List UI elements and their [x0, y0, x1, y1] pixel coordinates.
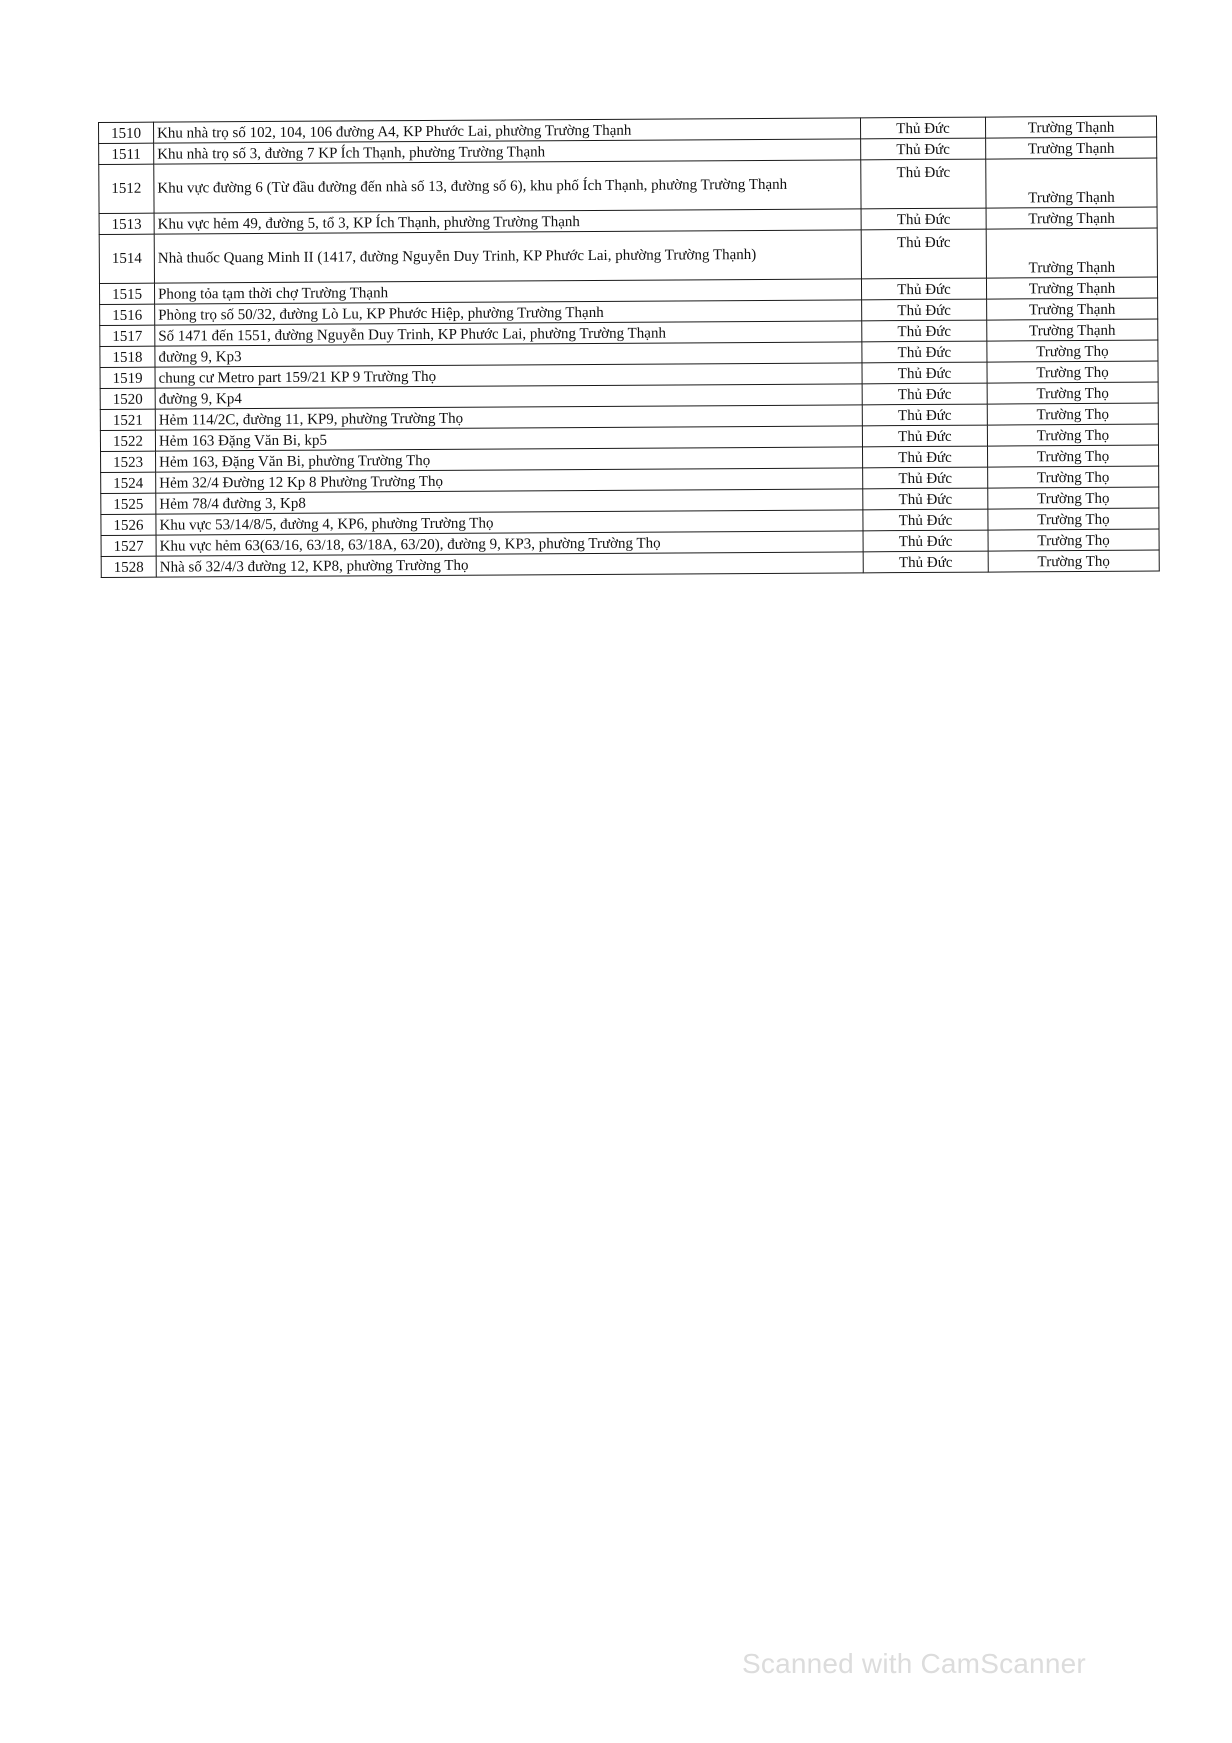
district: Thủ Đức: [861, 138, 986, 160]
row-number: 1524: [101, 472, 156, 493]
location-name: Hẻm 78/4 đường 3, Kp8: [156, 489, 863, 514]
row-number: 1517: [100, 325, 155, 346]
ward: Trường Thọ: [988, 466, 1159, 488]
district: Thủ Đức: [863, 509, 988, 531]
location-name: Khu vực đường 6 (Từ đầu đường đến nhà số 13, đường số 6), khu phố Ích Thạnh, phường Trường Thạnh: [154, 160, 861, 213]
row-number: 1528: [101, 556, 156, 577]
ward: Trường Thạnh: [986, 277, 1157, 299]
location-name: Hẻm 163, Đặng Văn Bi, phường Trường Thọ: [156, 447, 863, 472]
row-number: 1520: [100, 388, 155, 409]
ward: Trường Thọ: [987, 340, 1158, 362]
ward: Trường Thạnh: [986, 158, 1157, 208]
district: Thủ Đức: [862, 383, 987, 405]
location-name: Hẻm 114/2C, đường 11, KP9, phường Trường Thọ: [155, 405, 862, 430]
lockdown-area-table: [98, 116, 1160, 578]
ward: Trường Thọ: [987, 424, 1158, 446]
row-number: 1514: [99, 234, 154, 283]
ward: Trường Thọ: [988, 529, 1159, 551]
district: Thủ Đức: [863, 530, 988, 552]
district: Thủ Đức: [863, 488, 988, 510]
ward: Trường Thạnh: [985, 116, 1156, 138]
district: Thủ Đức: [862, 299, 987, 321]
district: Thủ Đức: [861, 278, 986, 300]
location-name: Khu nhà trọ số 102, 104, 106 đường A4, KP Phước Lai, phường Trường Thạnh: [154, 118, 861, 143]
district: Thủ Đức: [860, 117, 985, 139]
camscanner-watermark: Scanned with CamScanner: [742, 1648, 1086, 1679]
row-number: 1516: [100, 304, 155, 325]
ward: Trường Thọ: [988, 487, 1159, 509]
ward: Trường Thọ: [987, 382, 1158, 404]
location-name: Phòng trọ số 50/32, đường Lò Lu, KP Phước Hiệp, phường Trường Thạnh: [155, 300, 862, 325]
row-number: 1519: [100, 367, 155, 388]
ward: Trường Thạnh: [986, 137, 1157, 159]
row-number: 1512: [99, 164, 154, 213]
ward: Trường Thọ: [988, 508, 1159, 530]
location-name: Hẻm 32/4 Đường 12 Kp 8 Phường Trường Thọ: [156, 468, 863, 493]
row-number: 1518: [100, 346, 155, 367]
location-name: Số 1471 đến 1551, đường Nguyễn Duy Trinh, KP Phước Lai, phường Trường Thạnh: [155, 321, 862, 346]
location-name: Nhà thuốc Quang Minh II (1417, đường Nguyễn Duy Trinh, KP Phước Lai, phường Trường Thạnh): [154, 230, 861, 283]
district: Thủ Đức: [861, 229, 986, 279]
location-name: Nhà số 32/4/3 đường 12, KP8, phường Trường Thọ: [156, 552, 863, 577]
location-name: Hẻm 163 Đặng Văn Bi, kp5: [155, 426, 862, 451]
ward: Trường Thạnh: [986, 207, 1157, 229]
district: Thủ Đức: [861, 208, 986, 230]
district: Thủ Đức: [862, 404, 987, 426]
district: Thủ Đức: [862, 341, 987, 363]
district: Thủ Đức: [861, 159, 986, 209]
location-name: đường 9, Kp4: [155, 384, 862, 409]
row-number: 1522: [100, 430, 155, 451]
row-number: 1526: [101, 514, 156, 535]
row-number: 1523: [101, 451, 156, 472]
ward: Trường Thọ: [987, 403, 1158, 425]
district: Thủ Đức: [862, 362, 987, 384]
location-name: đường 9, Kp3: [155, 342, 862, 367]
table-row: [99, 158, 1157, 213]
row-number: 1515: [99, 283, 154, 304]
location-name: Khu nhà trọ số 3, đường 7 KP Ích Thạnh, phường Trường Thạnh: [154, 139, 861, 164]
table-row: [99, 228, 1157, 283]
row-number: 1521: [100, 409, 155, 430]
row-number: 1510: [99, 122, 154, 143]
row-number: 1513: [99, 213, 154, 234]
row-number: 1511: [99, 143, 154, 164]
ward: Trường Thọ: [987, 445, 1158, 467]
district: Thủ Đức: [862, 425, 987, 447]
district: Thủ Đức: [863, 467, 988, 489]
row-number: 1527: [101, 535, 156, 556]
ward: Trường Thọ: [987, 361, 1158, 383]
ward: Trường Thạnh: [987, 319, 1158, 341]
location-name: Khu vực 53/14/8/5, đường 4, KP6, phường Trường Thọ: [156, 510, 863, 535]
ward: Trường Thạnh: [987, 298, 1158, 320]
row-number: 1525: [101, 493, 156, 514]
ward: Trường Thạnh: [986, 228, 1157, 278]
location-name: Khu vực hẻm 63(63/16, 63/18, 63/18A, 63/20), đường 9, KP3, phường Trường Thọ: [156, 531, 863, 556]
district: Thủ Đức: [862, 446, 987, 468]
district: Thủ Đức: [863, 551, 988, 573]
location-name: Khu vực hẻm 49, đường 5, tổ 3, KP Ích Thạnh, phường Trường Thạnh: [154, 209, 861, 234]
ward: Trường Thọ: [988, 550, 1159, 572]
location-name: Phong tỏa tạm thời chợ Trường Thạnh: [154, 279, 861, 304]
location-name: chung cư Metro part 159/21 KP 9 Trường Thọ: [155, 363, 862, 388]
table-body: [99, 116, 1160, 577]
district: Thủ Đức: [862, 320, 987, 342]
